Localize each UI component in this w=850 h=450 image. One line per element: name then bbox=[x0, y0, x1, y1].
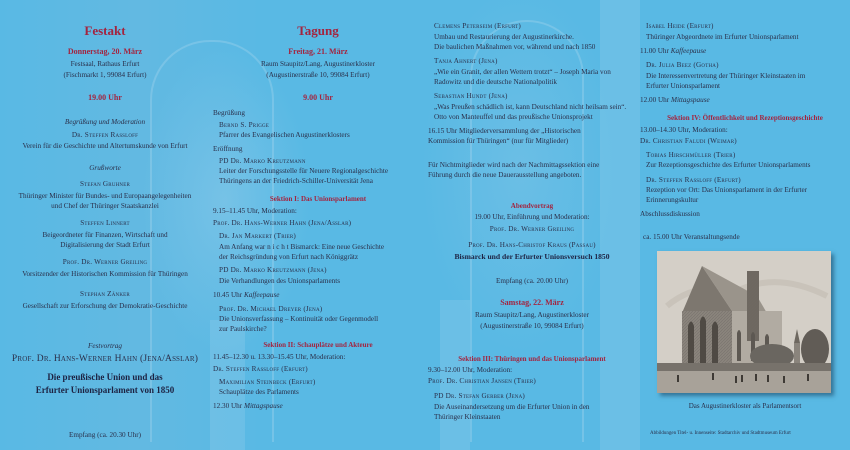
break-label: Mittagspause bbox=[670, 96, 710, 104]
talk-title: Radowitz und die deutsche Nationalpolitik bbox=[434, 78, 557, 86]
talk-title: Umbau und Restaurierung der Augustinerkirche. bbox=[434, 33, 574, 41]
evening-speaker: Prof. Dr. Hans-Christof Kraus (Passau) bbox=[468, 241, 596, 249]
opening-role: Thüringens an der Friedrich-Schiller-Universität Jena bbox=[219, 177, 373, 185]
tagung-venue: Raum Staupitz/Lang, Augustinerkloster bbox=[261, 60, 375, 68]
talk-title: Die Interessenvertretung der Thüringer Kleinstaaten im bbox=[646, 72, 806, 80]
welcome-role: Verein für die Geschichte und Altertumskunde von Erfurt bbox=[22, 142, 188, 150]
closing-discussion: Abschlussdiskussion bbox=[640, 210, 700, 218]
tagung-date: Freitag, 21. März bbox=[288, 47, 348, 56]
panel-afternoon-saturday bbox=[428, 0, 636, 450]
talk-title: Thüringer Abgeordnete im Erfurter Unionsparlament bbox=[646, 33, 799, 41]
talk-title: Thüringer Kleinstaaten bbox=[434, 413, 501, 421]
nonmembers-note: Führung durch die neue Dauerausstellung angeboten. bbox=[428, 171, 582, 179]
talk-speaker: Isabel Heide (Erfurt) bbox=[646, 22, 714, 30]
section-2-moderator: Dr. Steffen Raßloff (Erfurt) bbox=[213, 365, 308, 373]
greeting-name: Prof. Dr. Werner Greiling bbox=[62, 258, 148, 266]
coffee-break bbox=[213, 291, 423, 300]
break-time: 12.30 Uhr bbox=[213, 402, 243, 410]
section-3-moderator: Prof. Dr. Christian Jansen (Trier) bbox=[428, 377, 536, 385]
section-4-title: Sektion IV: Öffentlichkeit und Rezeptionsgeschichte bbox=[667, 114, 823, 122]
welcome-name: Bernd S. Prigge bbox=[219, 121, 270, 129]
section-1-moderator: Prof. Dr. Hans-Werner Hahn (Jena/Aßlar) bbox=[213, 219, 352, 227]
saturday-venue: Raum Staupitz/Lang, Augustinerkloster bbox=[475, 311, 589, 319]
assembly-note: Kommission für Thüringen“ (nur für Mitglieder) bbox=[428, 137, 569, 145]
lecture-speaker: Prof. Dr. Hans-Werner Hahn (Jena/Aßlar) bbox=[11, 354, 199, 364]
tagung-title: Tagung bbox=[297, 23, 339, 38]
talk-speaker: Clemens Peterseim (Erfurt) bbox=[434, 22, 522, 30]
panel-tagung bbox=[213, 0, 423, 450]
talk-title: Otto von Manteuffel und das preußische Unionsprojekt bbox=[434, 113, 593, 121]
coffee-break bbox=[640, 47, 850, 56]
greeting-name: Stefan Gruhner bbox=[79, 180, 131, 188]
evening-title: Bismarck und der Erfurter Unionsversuch 1850 bbox=[454, 252, 610, 261]
talk-title: Die Verhandlungen des Unionsparlaments bbox=[219, 277, 341, 285]
talk-speaker: Dr. Jan Markert (Trier) bbox=[219, 232, 296, 240]
section-3-time: 9.30–12.00 Uhr, Moderation: bbox=[428, 366, 513, 374]
talk-title: Erfurter Unionsparlament bbox=[646, 82, 721, 90]
talk-title: Rezeption vor Ort: Das Unionsparlament in der Erfurter bbox=[646, 186, 808, 194]
greeting-role: Gesellschaft zur Erforschung der Demokratie-Geschichte bbox=[22, 302, 188, 310]
greeting-role: Digitalisierung der Stadt Erfurt bbox=[60, 241, 150, 249]
talk-title: Die Auseinandersetzung um die Erfurter Union in den bbox=[434, 403, 590, 411]
panel-festakt bbox=[0, 0, 210, 450]
festakt-venue: Festsaal, Rathaus Erfurt bbox=[70, 60, 140, 68]
talk-title: der Reichsgründung von Erfurt nach Königgrätz bbox=[219, 253, 359, 261]
lecture-label: Festvortrag bbox=[88, 342, 122, 350]
opening-label: Eröffnung bbox=[213, 145, 243, 153]
saturday-date: Samstag, 22. März bbox=[500, 298, 564, 307]
break-time: 12.00 Uhr bbox=[640, 96, 670, 104]
image-credit: Abbildungen Titel- u. Innenseite: Stadtarchiv und Stadtmuseum Erfurt bbox=[650, 431, 791, 436]
section-1-title: Sektion I: Das Unionsparlament bbox=[269, 195, 367, 203]
greeting-name: Steffen Linnert bbox=[80, 219, 130, 227]
talk-title: Am Anfang war n i c h t Bismarck: Eine neue Geschichte bbox=[219, 243, 385, 251]
talk-speaker: Tanja Ahnert (Jena) bbox=[434, 57, 498, 65]
break-label: Kaffeepause bbox=[243, 291, 280, 299]
saturday-venue-address: (Augustinerstraße 10, 99084 Erfurt) bbox=[480, 322, 584, 330]
event-end: ca. 15.00 Uhr Veranstaltungsende bbox=[643, 233, 740, 241]
talk-speaker: PD Dr. Marko Kreutzmann (Jena) bbox=[219, 266, 327, 274]
greetings-label: Grußworte bbox=[89, 164, 121, 172]
nonmembers-note: Für Nichtmitglieder wird nach der Nachmittagssektion eine bbox=[428, 161, 600, 169]
lecture-title: Die preußische Union und das bbox=[47, 372, 163, 382]
break-label: Mittagspause bbox=[243, 402, 283, 410]
greeting-role: Vorsitzender der Historischen Kommission für Thüringen bbox=[22, 270, 188, 278]
greeting-role: und Chef der Thüringer Staatskanzlei bbox=[51, 202, 159, 210]
talk-title: Die baulichen Maßnahmen vor, während und nach 1850 bbox=[434, 43, 596, 51]
greeting-name: Stephan Zänker bbox=[80, 290, 130, 298]
evening-reception: Empfang (ca. 20.00 Uhr) bbox=[495, 277, 569, 285]
image-caption: Das Augustinerkloster als Parlamentsort bbox=[688, 402, 802, 410]
talk-speaker: Maximilian Steinbeck (Erfurt) bbox=[219, 378, 316, 386]
talk-speaker: Prof. Dr. Michael Dreyer (Jena) bbox=[219, 305, 323, 313]
break-time: 10.45 Uhr bbox=[213, 291, 243, 299]
festakt-venue-address: (Fischmarkt 1, 99084 Erfurt) bbox=[63, 71, 147, 79]
tagung-time: 9.00 Uhr bbox=[303, 93, 333, 102]
talk-speaker: Tobias Hirschmüller (Trier) bbox=[646, 151, 736, 159]
talk-speaker: PD Dr. Stefan Gerber (Jena) bbox=[434, 392, 525, 400]
tagung-venue-address: (Augustinerstraße 10, 99084 Erfurt) bbox=[266, 71, 370, 79]
augustinerkloster-engraving bbox=[657, 251, 831, 393]
welcome-label: Begrüßung bbox=[213, 109, 245, 117]
talk-title: „Was Preußen schädlich ist, kann Deutschland nicht heilsam sein“. bbox=[434, 103, 627, 111]
greeting-role: Thüringer Minister für Bundes- und Europaangelegenheiten bbox=[18, 192, 192, 200]
section-4-moderator: Dr. Christian Faludi (Weimar) bbox=[640, 137, 737, 145]
assembly-note: 16.15 Uhr Mitgliederversammlung der „Historischen bbox=[428, 127, 581, 135]
break-time: 11.00 Uhr bbox=[640, 47, 669, 55]
talk-title: Schauplätze des Parlaments bbox=[219, 388, 299, 396]
section-2-title: Sektion II: Schauplätze und Akteure bbox=[263, 341, 373, 349]
lunch-break bbox=[640, 96, 850, 105]
evening-intro: 19.00 Uhr, Einführung und Moderation: bbox=[474, 213, 590, 221]
welcome-name: Dr. Steffen Raßloff bbox=[71, 131, 139, 139]
talk-title: Die Unionsverfassung – Kontinuität oder Gegenmodell bbox=[219, 315, 379, 323]
talk-speaker: Dr. Steffen Raßloff (Erfurt) bbox=[646, 176, 741, 184]
welcome-label: Begrüßung und Moderation bbox=[64, 118, 146, 126]
evening-lecture-label: Abendvortrag bbox=[510, 202, 554, 210]
greeting-role: Beigeordneter für Finanzen, Wirtschaft und bbox=[42, 231, 168, 239]
break-label: Kaffeepause bbox=[670, 47, 707, 55]
talk-title: Erinnerungskultur bbox=[646, 196, 699, 204]
talk-title: zur Paulskirche? bbox=[219, 325, 267, 333]
talk-title: Zur Rezeptionsgeschichte des Erfurter Unionsparlaments bbox=[646, 161, 811, 169]
opening-role: Leiter der Forschungsstelle für Neuere Regionalgeschichte bbox=[219, 167, 389, 175]
festakt-date: Donnerstag, 20. März bbox=[67, 47, 143, 56]
lunch-break bbox=[213, 402, 423, 411]
talk-title: „Wie ein Granit, der allen Wettern trotzt“ – Joseph Maria von bbox=[434, 68, 611, 76]
festakt-title: Festakt bbox=[84, 23, 126, 38]
festakt-reception: Empfang (ca. 20.30 Uhr) bbox=[68, 431, 142, 439]
talk-speaker: Dr. Julia Beez (Gotha) bbox=[646, 61, 719, 69]
welcome-role: Pfarrer des Evangelischen Augustinerklosters bbox=[219, 131, 350, 139]
opening-name: PD Dr. Marko Kreutzmann bbox=[219, 157, 306, 165]
section-1-time: 9.15–11.45 Uhr, Moderation: bbox=[213, 207, 297, 215]
evening-moderator: Prof. Dr. Werner Greiling bbox=[489, 225, 575, 233]
lecture-title: Erfurter Unionsparlament von 1850 bbox=[35, 385, 175, 395]
section-3-title: Sektion III: Thüringen und das Unionsparlament bbox=[458, 355, 606, 363]
section-4-time: 13.00–14.30 Uhr, Moderation: bbox=[640, 126, 728, 134]
church-illustration-icon bbox=[657, 251, 831, 393]
section-2-time: 11.45–12.30 u. 13.30–15.45 Uhr, Moderation: bbox=[213, 353, 346, 361]
festakt-time: 19.00 Uhr bbox=[88, 93, 122, 102]
talk-speaker: Sebastian Hundt (Jena) bbox=[434, 92, 508, 100]
